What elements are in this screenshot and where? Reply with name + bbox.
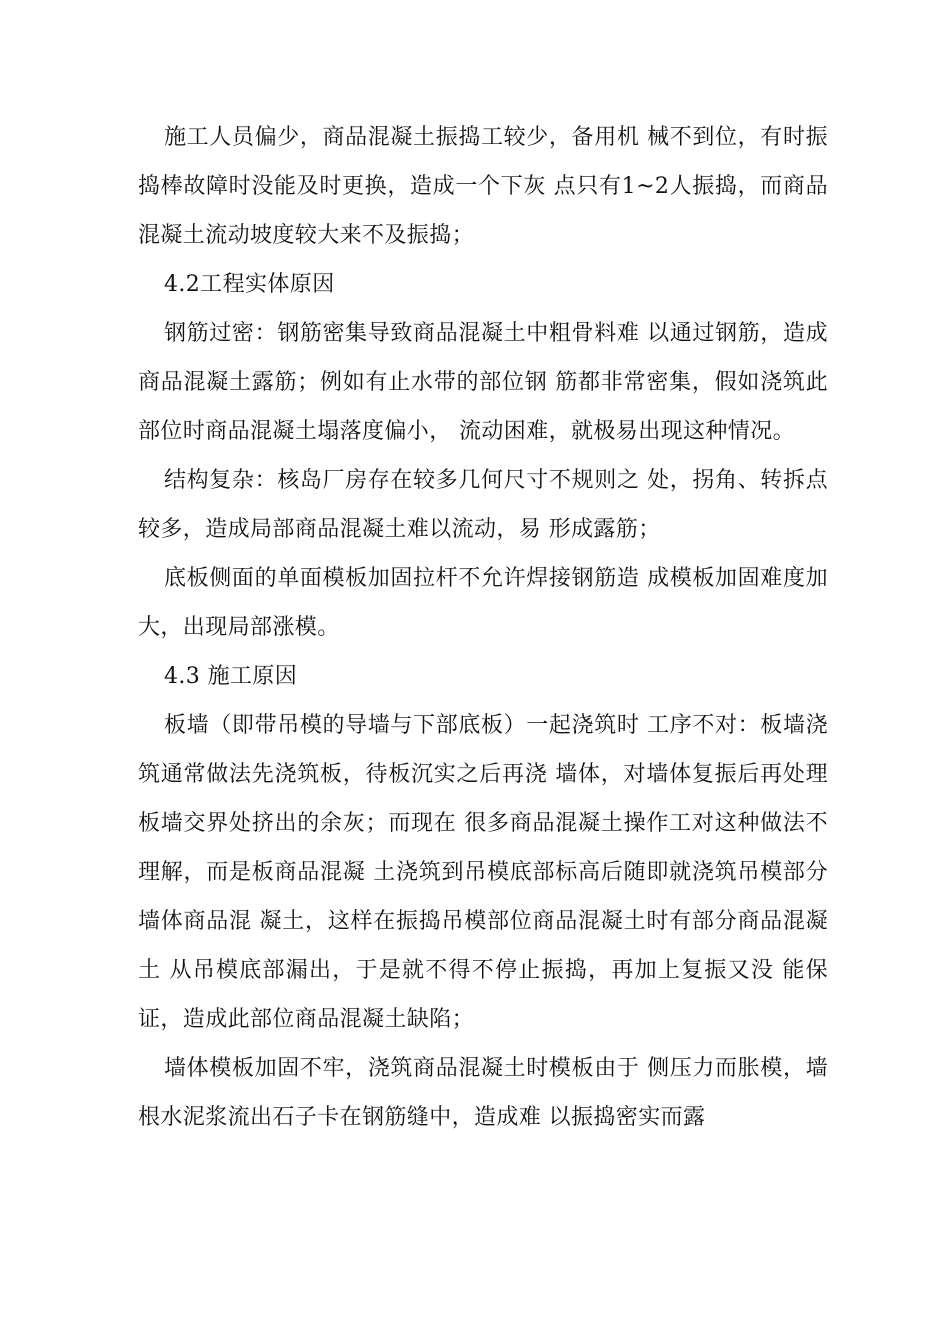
- section-heading-4-3: 4.3 施工原因: [164, 664, 298, 689]
- paragraph-formwork-reinforcement: 底板侧面的单面模板加固拉杆不允许焊接钢筋造 成模板加固难度加大，出现局部涨模。: [138, 566, 828, 640]
- paragraph-workforce-shortage: 施工人员偏少，商品混凝土振捣工较少，备用机 械不到位，有时振捣棒故障时没能及时更换，造成一个下灰 点只有1~2人振捣，而商品混凝土流动坡度较大来不及振捣；: [138, 125, 828, 248]
- paragraph-wall-formwork: 墙体模板加固不牢，浇筑商品混凝土时模板由于 侧压力而胀模，墙根水泥浆流出石子卡在钢筋缝中，造成难 以振捣密实而露: [138, 1056, 828, 1130]
- paragraph-complex-structure: 结构复杂：核岛厂房存在较多几何尺寸不规则之 处，拐角、转拆点较多，造成局部商品混凝土难以流动，易 形成露筋；: [138, 468, 828, 542]
- section-heading-4-2: 4.2工程实体原因: [164, 272, 335, 297]
- paragraph-pouring-sequence: 板墙（即带吊模的导墙与下部底板）一起浇筑时 工序不对：板墙浇筑通常做法先浇筑板，待板沉实之后再浇 墙体，对墙体复振后再处理板墙交界处挤出的余灰；而现在 很多商品混凝土操作工对这种做法不理解，而是板商品混凝 土浇筑到吊模底部标高后随即就浇筑吊模部分墙体商品混 凝土，这样在振捣吊模部位商品混凝土时有部分商品混凝土 从吊模底部漏出，于是就不得不停止振捣，再加上复振又没 能保证，造成此部位商品混凝土缺陷；: [138, 713, 828, 1032]
- paragraph-dense-rebar: 钢筋过密：钢筋密集导致商品混凝土中粗骨料难 以通过钢筋，造成商品混凝土露筋；例如有止水带的部位钢 筋都非常密集，假如浇筑此部位时商品混凝土塌落度偏小， 流动困难，就极易出现这种情况。: [138, 321, 828, 444]
- document-body: [138, 113, 828, 1142]
